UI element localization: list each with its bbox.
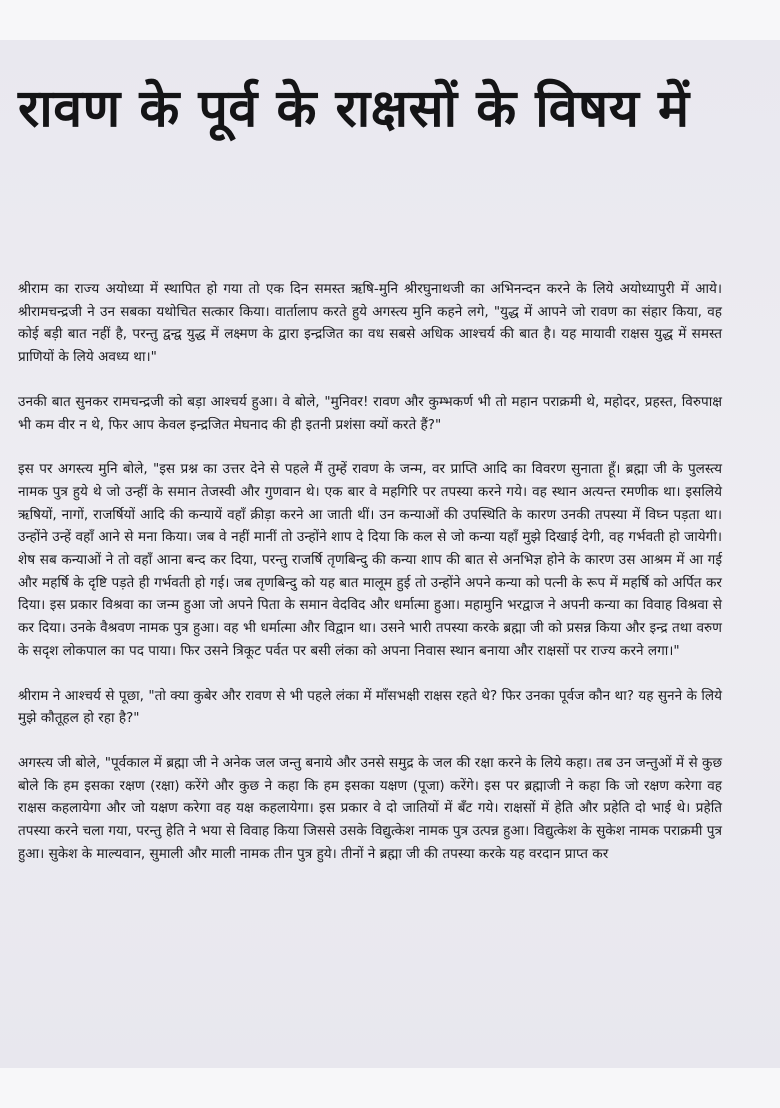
paragraph-5: अगस्त्य जी बोले, "पूर्वकाल में ब्रह्मा जी ने अनेक जल जन्तु बनाये और उनसे समुद्र के जल की रक्षा करने के लिये कहा। तब उन जन्तुओं में से कुछ बोले कि हम इसका रक्षण (रक्षा) करेंगे और कुछ ने कहा कि हम इसका यक्षण (पूजा) करेंगे। इस पर ब्रह्माजी ने कहा कि जो रक्षण करेगा वह राक्षस कहलायेगा और जो यक्षण करेगा वह यक्ष कहलायेगा। इस प्रकार वे दो जातियों में बँट गये। राक्षसों में हेति और प्रहेति दो भाई थे। प्रहेति तपस्या करने चला गया, परन्तु हेति ने भया से विवाह किया जिससे उसके विद्युत्केश नामक पुत्र उत्पन्न हुआ। विद्युत्केश के सुकेश नामक पराक्रमी पुत्र हुआ। सुकेश के माल्यवान, सुमाली और माली नामक तीन पुत्र हुये। तीनों ने ब्रह्मा जी की तपस्या करके यह वरदान प्राप्त कर (18, 754, 722, 862)
top-margin (0, 0, 780, 40)
paragraph-3: इस पर अगस्त्य मुनि बोले, "इस प्रश्न का उत्तर देने से पहले मैं तुम्हें रावण के जन्म, वर प्राप्ति आदि का विवरण सुनाता हूँ। ब्रह्मा जी के पुलस्त्य नामक पुत्र हुये थे जो उन्हीं के समान तेजस्वी और गुणवान थे। एक बार वे महगिरि पर तपस्या करने गये। वह स्थान अत्यन्त रमणीक था। इसलिये ऋषियों, नागों, राजर्षियों आदि की कन्यायें वहाँ क्रीड़ा करने आ जाती थीं। उन कन्याओं की उपस्थिति के कारण उनकी तपस्या में विघ्न पड़ता था। उन्होंने उन्हें वहाँ आने से मना किया। जब वे नहीं मानीं तो उन्होंने शाप दे दिया कि कल से जो कन्या यहाँ मुझे दिखाई देगी, वह गर्भवती हो जायेगी। शेष सब कन्याओं ने तो वहाँ आना बन्द कर दिया, परन्तु राजर्षि तृणबिन्दु की कन्या शाप की बात से अनभिज्ञ होने के कारण उस आश्रम में आ गई और महर्षि के दृष्टि पड़ते ही गर्भवती हो गई। जब तृणबिन्दु को यह बात मालूम हुई तो उन्होंने अपने कन्या को पत्नी के रूप में महर्षि को अर्पित कर दिया। इस प्रकार विश्रवा का जन्म हुआ जो अपने पिता के समान वेदविद और धर्मात्मा हुआ। महामुनि भरद्वाज ने अपनी कन्या का विवाह विश्रवा से कर दिया। उनके वैश्रवण नामक पुत्र हुआ। वह भी धर्मात्मा और विद्वान था। उसने भारी तपस्या करके ब्रह्मा जी को प्रसन्न किया और इन्द्र तथा वरुण के सदृश लोकपाल का पद पाया। फिर उसने त्रिकूट पर्वत पर बसी लंका को अपना निवास स्थान बनाया और राक्षसों पर राज्य करने लगा।" (18, 461, 722, 659)
page-title: रावण के पूर्व के राक्षसों के विषय में (18, 79, 690, 139)
paragraph-1: श्रीराम का राज्य अयोध्या में स्थापित हो गया तो एक दिन समस्त ऋषि-मुनि श्रीरघुनाथजी का अभिनन्दन करने के लिये अयोध्यापुरी में आये। श्रीरामचन्द्रजी ने उन सबका यथोचित सत्कार किया। वार्तालाप करते हुये अगस्त्य मुनि कहने लगे, "युद्ध में आपने जो रावण का संहार किया, वह कोई बड़ी बात नहीं है, परन्तु द्वन्द्व युद्ध में लक्ष्मण के द्वारा इन्द्रजित का वध सबसे अधिक आश्चर्य की बात है। यह मायावी राक्षस युद्ध में समस्त प्राणियों के लिये अवध्य था।" (18, 281, 722, 366)
body-text (18, 278, 722, 887)
bottom-margin (0, 1068, 780, 1108)
paragraph-4: श्रीराम ने आश्चर्य से पूछा, "तो क्या कुबेर और रावण से भी पहले लंका में माँसभक्षी राक्षस रहते थे? फिर उनका पूर्वज कौन था? यह सुनने के लिये मुझे कौतूहल हो रहा है?" (18, 687, 722, 727)
paragraph-2: उनकी बात सुनकर रामचन्द्रजी को बड़ा आश्चर्य हुआ। वे बोले, "मुनिवर! रावण और कुम्भकर्ण भी तो महान पराक्रमी थे, महोदर, प्रहस्त, विरुपाक्ष भी कम वीर न थे, फिर आप केवल इन्द्रजित मेघनाद की ही इतनी प्रशंसा क्यों करते हैं?" (18, 393, 722, 433)
